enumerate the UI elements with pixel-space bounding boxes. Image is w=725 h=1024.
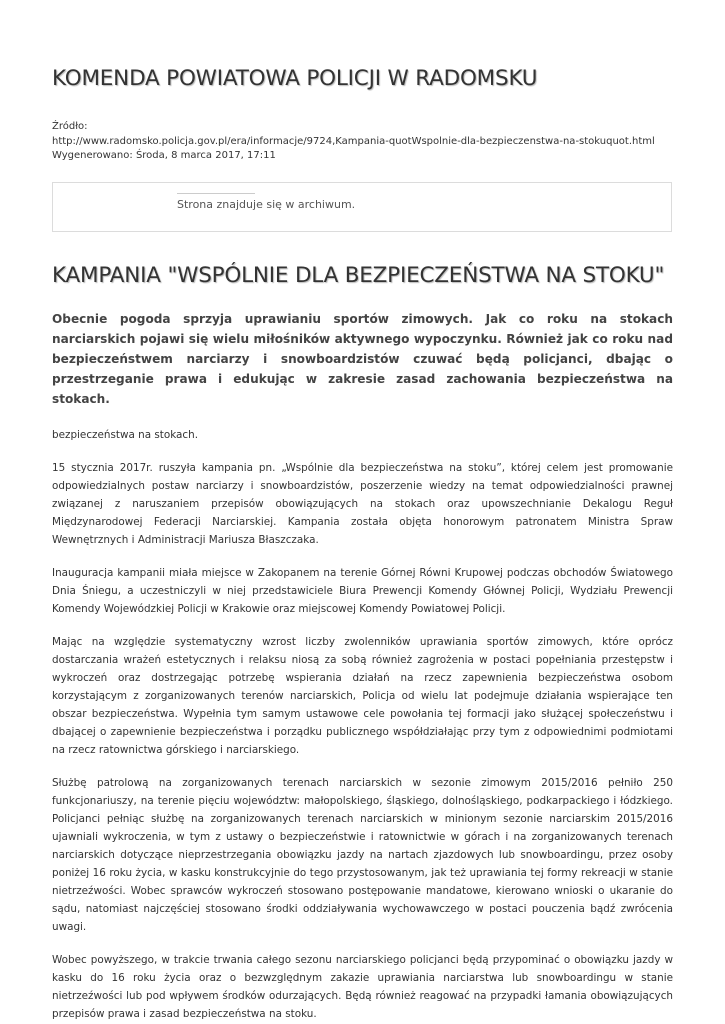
article-paragraph: Mając na względzie systematyczny wzrost liczby zwolenników uprawiania sportów zimowych, które oprócz dostarczania wrażeń estetycznych i relaksu niosą za sobą również zagrożenia w postaci popełniania przestępstw i wykroczeń oraz dostrzegając potrzebę wspierania działań na rzecz zapewnienia bezpieczeństwa osobom korzystającym z zorganizowanych terenów narciarskich, Policja od wielu lat podejmuje działania wspierające ten obszar bezpieczeństwa. Wypełnia tym samym ustawowe cele powołania tej formacji jako służącej społeczeństwu i dbającej o zapewnienie bezpieczeństwa i porządku publicznego współdziałając przy tym z odpowiednimi podmiotami na rzecz ratownictwa górskiego i narciarskiego.: [52, 635, 673, 756]
source-info: [52, 120, 673, 164]
article-body: [52, 426, 673, 1023]
article-lead: Obecnie pogoda sprzyja uprawianiu sportów zimowych. Jak co roku na stokach narciarskich pojawi się wielu miłośników aktywnego wypoczynku. Również jak co roku nad bezpieczeństwem narciarzy i snowboardzistów czuwać będą policjanci, dbając o przestrzeganie prawa i edukując w zakresie zasad zachowania bezpieczeństwa na stokach.: [52, 311, 673, 406]
archive-notice-text: Strona znajduje się w archiwum.: [177, 197, 356, 211]
notice-divider: [177, 193, 255, 194]
source-label: Źródło:: [52, 121, 88, 132]
article-paragraph: Służbę patrolową na zorganizowanych terenach narciarskich w sezonie zimowym 2015/2016 pełniło 250 funkcjonariuszy, na terenie pięciu województw: małopolskiego, śląskiego, dolnośląskiego, podkarpackiego i łódzkiego. Policjanci pełniąc służbę na zorganizowanych terenach narciarskich w minionym sezonie narciarskim 2015/2016 ujawniali wykroczenia, w tym z ustawy o bezpieczeństwie i ratownictwie w górach i na zorganizowanych terenach narciarskich dotyczące nieprzestrzegania obowiązku jazdy na nartach zjazdowych lub snowboardingu, przez osoby poniżej 16 roku życia, w kasku konstrukcyjnie do tego przystosowanym, jak też uprawiania tej formy rekreacji w stanie nietrzeźwości. Wobec sprawców wykroczeń stosowano postępowanie mandatowe, kierowano wnioski o ukaranie do sądu, natomiast najczęściej stosowano środki oddziaływania wychowawczego w postaci pouczenia bądź zwrócenia uwagi.: [52, 776, 673, 933]
archive-notice: [52, 182, 672, 232]
article-paragraph: Wobec powyższego, w trakcie trwania całego sezonu narciarskiego policjanci będą przypominać o obowiązku jazdy w kasku do 16 roku życia oraz o bezwzględnym zakazie uprawiania narciarstwa lub snowboardingu w stanie nietrzeźwości lub pod wpływem środków odurzających. Będą również reagować na przypadki łamania obowiązujących przepisów prawa i zasad bezpieczeństwa na stoku.: [52, 953, 673, 1020]
site-title: KOMENDA POWIATOWA POLICJI W RADOMSKU: [52, 66, 538, 91]
article-paragraph: bezpieczeństwa na stokach.: [52, 428, 199, 441]
article-paragraph: 15 stycznia 2017r. ruszyła kampania pn. „Wspólnie dla bezpieczeństwa na stoku”, której celem jest promowanie odpowiedzialnych postaw narciarzy i snowboardzistów, poszerzenie wiedzy na temat odpowiedzialności prawnej związanej z naruszaniem przepisów obowiązujących na stokach oraz upowszechnianie Dekalogu Reguł Międzynarodowej Federacji Narciarskiej. Kampania została objęta honorowym patronatem Ministra Spraw Wewnętrznych i Administracji Mariusza Błaszczaka.: [52, 461, 673, 546]
source-url: http://www.radomsko.policja.gov.pl/era/informacje/9724,Kampania-quotWspolnie-dla-bezpieczenstwa-na-stokuquot.html: [52, 135, 655, 147]
article-paragraph: Inauguracja kampanii miała miejsce w Zakopanem na terenie Górnej Równi Krupowej podczas obchodów Światowego Dnia Śniegu, a uczestniczyli w niej przedstawiciele Biura Prewencji Komendy Głównej Policji, Wydziału Prewencji Komendy Wojewódzkiej Policji w Krakowie oraz miejscowej Komendy Powiatowej Policji.: [52, 566, 673, 615]
generated-date: Wygenerowano: Środa, 8 marca 2017, 17:11: [52, 150, 276, 161]
article-title: KAMPANIA "WSPÓLNIE DLA BEZPIECZEŃSTWA NA STOKU": [52, 262, 665, 288]
